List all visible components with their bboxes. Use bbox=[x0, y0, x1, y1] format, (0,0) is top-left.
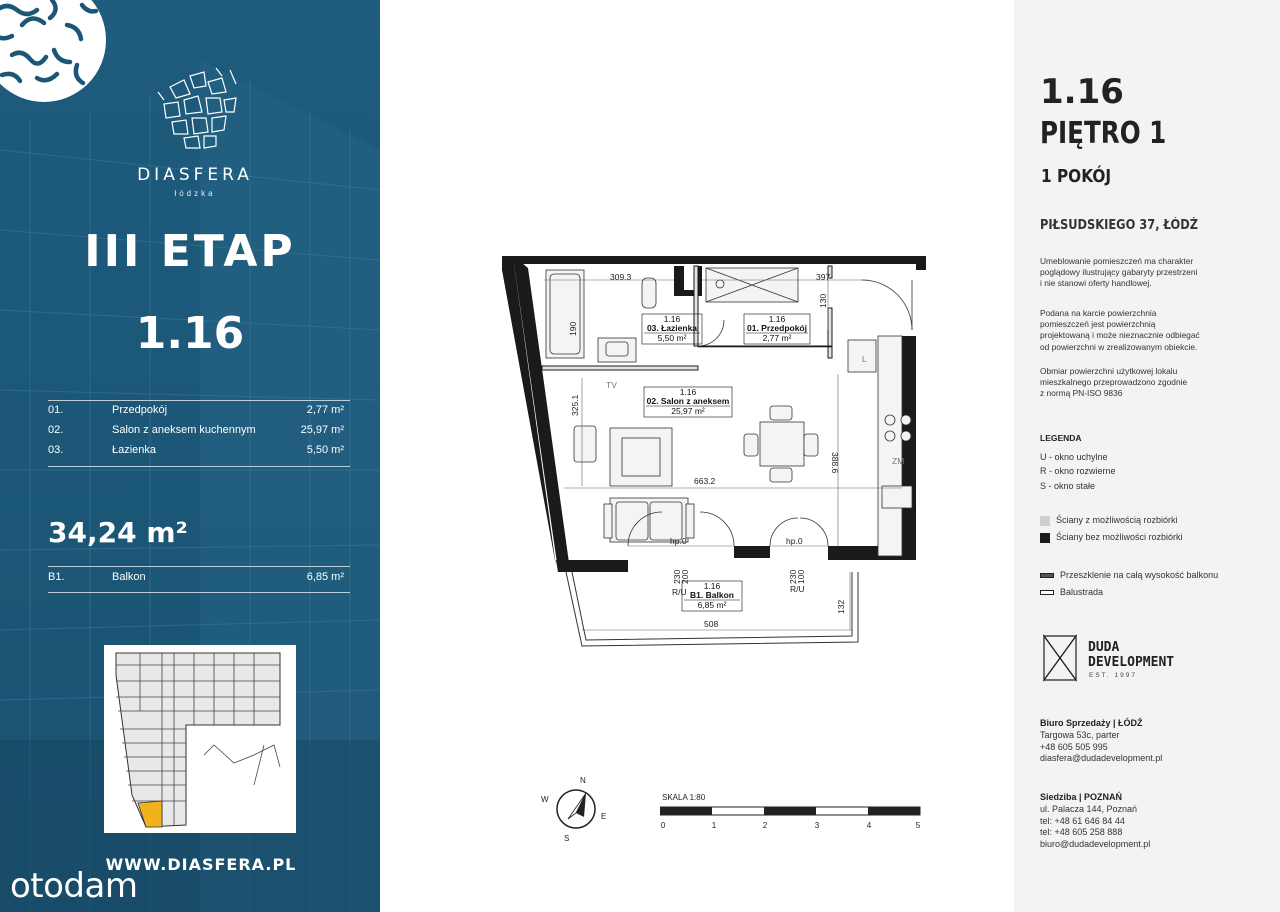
duda-development-logo-icon bbox=[1040, 634, 1080, 682]
dim-window1-a: 200 bbox=[680, 569, 690, 584]
living-room-furniture bbox=[574, 406, 818, 542]
label-balcony bbox=[682, 581, 742, 611]
room-count: 1 POKÓJ bbox=[1041, 166, 1112, 187]
floor-label: PIĘTRO 1 bbox=[1040, 116, 1167, 151]
svg-text:1.16: 1.16 bbox=[768, 314, 786, 324]
room-name: Przedpokój bbox=[112, 404, 168, 416]
sales-office-title: Biuro Sprzedaży | ŁÓDŹ bbox=[1040, 718, 1143, 728]
svg-text:01. Przedpokój: 01. Przedpokój bbox=[747, 323, 807, 333]
svg-text:1: 1 bbox=[711, 821, 717, 830]
svg-text:2: 2 bbox=[762, 821, 768, 830]
label-bathroom bbox=[642, 314, 702, 344]
room-area: 2,77 m² bbox=[306, 404, 344, 416]
svg-text:4: 4 bbox=[866, 821, 872, 830]
watermark-logo: otodam bbox=[10, 866, 138, 906]
dim-132: 132 bbox=[836, 599, 846, 614]
window-type-2: R/U bbox=[790, 584, 805, 594]
svg-text:3: 3 bbox=[814, 821, 820, 830]
legend-wall-fixed: Ściany bez możliwości rozbiórki bbox=[1040, 532, 1183, 543]
svg-text:2,77 m²: 2,77 m² bbox=[762, 333, 792, 343]
diasfera-logo-icon bbox=[150, 62, 244, 152]
svg-text:03. Łazienka: 03. Łazienka bbox=[646, 323, 698, 333]
room-name: Łazienka bbox=[112, 444, 157, 456]
label-hallway bbox=[744, 314, 810, 344]
room-number: 02. bbox=[48, 424, 64, 436]
left-panel bbox=[0, 0, 380, 912]
dim-hp-b: hp.0 bbox=[786, 536, 803, 546]
brand-subtitle: łódzka bbox=[174, 189, 216, 198]
svg-text:5,50 m²: 5,50 m² bbox=[657, 333, 687, 343]
disclaimer-furniture: Umeblowanie pomieszczeń ma charakter poglądowy ilustrujący gabaryty przestrzeni i nie stanowi oferty handlowej. bbox=[1040, 256, 1198, 289]
divider bbox=[48, 566, 350, 567]
compass-icon bbox=[538, 773, 614, 845]
room-number: 01. bbox=[48, 404, 64, 416]
svg-text:1.16: 1.16 bbox=[663, 314, 681, 324]
fixture-fridge: L bbox=[862, 354, 867, 364]
svg-text:25,97 m²: 25,97 m² bbox=[671, 406, 705, 416]
brand-name: DIASFERA bbox=[137, 165, 253, 185]
room-area: 25,97 m² bbox=[300, 424, 344, 436]
balcony-row bbox=[48, 568, 350, 588]
room-row bbox=[48, 420, 350, 440]
legend-window-r: R - okno rozwierne bbox=[1040, 466, 1116, 476]
total-area: 34,24 m² bbox=[48, 516, 188, 549]
scale-label: SKALA 1:80 bbox=[662, 793, 706, 802]
website-link[interactable]: WWW.DIASFERA.PL bbox=[105, 855, 297, 874]
sales-office-contact: Biuro Sprzedaży | ŁÓDŹ Targowa 53c, parter +48 605 505 995 diasfera@dudadevelopment.pl bbox=[1040, 718, 1163, 764]
divider bbox=[48, 466, 350, 467]
dim-190: 190 bbox=[568, 321, 578, 336]
headquarters-contact: Siedziba | POZNAŃ ul. Palacza 144, Poznań tel: +48 61 646 84 44 tel: +48 605 258 888 biuro@dudadevelopment.pl bbox=[1040, 792, 1151, 850]
svg-text:1.16: 1.16 bbox=[679, 387, 697, 397]
unit-code: 1.16 bbox=[1040, 72, 1124, 112]
divider bbox=[48, 592, 350, 593]
room-name: Salon z aneksem kuchennym bbox=[112, 424, 256, 436]
dim-window2-a: 100 bbox=[796, 569, 806, 584]
dimension-lines bbox=[544, 280, 905, 630]
svg-text:B1. Balkon: B1. Balkon bbox=[690, 590, 734, 600]
legend-wall-removable: Ściany z możliwością rozbiórki bbox=[1040, 515, 1178, 526]
dim-window2-b: 230 bbox=[788, 569, 798, 584]
svg-text:N: N bbox=[580, 776, 586, 785]
dim-663: 663.2 bbox=[694, 476, 716, 486]
dim-window1-b: 230 bbox=[672, 569, 682, 584]
floor-plan bbox=[498, 250, 938, 660]
unit-number: 1.16 bbox=[135, 308, 245, 359]
developer-est: EST. 1997 bbox=[1089, 672, 1137, 679]
legend-window-s: S - okno stałe bbox=[1040, 481, 1096, 491]
dim-508: 508 bbox=[704, 619, 719, 629]
room-row bbox=[48, 400, 350, 420]
svg-text:W: W bbox=[541, 795, 549, 804]
svg-text:6,85 m²: 6,85 m² bbox=[697, 600, 727, 610]
dim-130: 130 bbox=[818, 293, 828, 308]
svg-text:1.16: 1.16 bbox=[703, 581, 721, 591]
stage-title: III ETAP bbox=[84, 226, 296, 277]
legend-glazing: Przeszklenie na całą wysokość balkonu bbox=[1040, 570, 1218, 580]
headquarters-email-link[interactable]: biuro@dudadevelopment.pl bbox=[1040, 839, 1151, 850]
dim-388: 388.6 bbox=[830, 452, 840, 474]
svg-text:5: 5 bbox=[915, 821, 921, 830]
legend-window-u: U - okno uchylne bbox=[1040, 452, 1108, 462]
disclaimer-area: Podana na karcie powierzchnia pomieszczeń jest powierzchnią projektowaną i może nieznacznie odbiegać od powierzchni w zrealizowanym obiekcie. bbox=[1040, 308, 1200, 352]
balustrade-swatch-icon bbox=[1040, 590, 1054, 595]
glazing-swatch-icon bbox=[1040, 573, 1054, 578]
room-number: 03. bbox=[48, 444, 64, 456]
balcony-number: B1. bbox=[48, 571, 65, 583]
room-row bbox=[48, 440, 350, 460]
legend-balustrade: Balustrada bbox=[1040, 587, 1103, 597]
dim-397: 397 bbox=[816, 272, 831, 282]
scale-bar bbox=[660, 792, 930, 836]
svg-text:0: 0 bbox=[660, 821, 666, 830]
svg-text:02. Salon z aneksem: 02. Salon z aneksem bbox=[646, 396, 730, 406]
fixture-tv: TV bbox=[606, 380, 617, 390]
room-list bbox=[48, 400, 350, 460]
fixture-dishwasher: ZM bbox=[892, 456, 905, 466]
legend-title: LEGENDA bbox=[1040, 433, 1082, 443]
sales-email-link[interactable]: diasfera@dudadevelopment.pl bbox=[1040, 753, 1163, 764]
svg-text:E: E bbox=[601, 812, 607, 821]
dim-325: 325.1 bbox=[570, 394, 580, 416]
dim-hp-a: hp.0 bbox=[670, 536, 687, 546]
developer-name: DUDA DEVELOPMENT bbox=[1088, 640, 1175, 670]
balcony-name: Balkon bbox=[112, 571, 146, 583]
headquarters-title: Siedziba | POZNAŃ bbox=[1040, 792, 1123, 802]
dim-309: 309.3 bbox=[610, 272, 632, 282]
svg-text:S: S bbox=[564, 834, 570, 843]
light-wall-swatch-icon bbox=[1040, 516, 1050, 526]
decorative-pattern-icon bbox=[0, 0, 112, 110]
dark-wall-swatch-icon bbox=[1040, 533, 1050, 543]
building-key-plan bbox=[104, 645, 296, 833]
label-living-room bbox=[644, 387, 732, 417]
room-area: 5,50 m² bbox=[306, 444, 344, 456]
balcony-area: 6,85 m² bbox=[306, 571, 344, 583]
address: PIŁSUDSKIEGO 37, ŁÓDŹ bbox=[1040, 218, 1198, 233]
disclaimer-norm: Obmiar powierzchni użytkowej lokalu mieszkalnego przeprowadzono zgodnie z normą PN-ISO 9836 bbox=[1040, 366, 1188, 399]
window-type-1: R/U bbox=[672, 587, 687, 597]
